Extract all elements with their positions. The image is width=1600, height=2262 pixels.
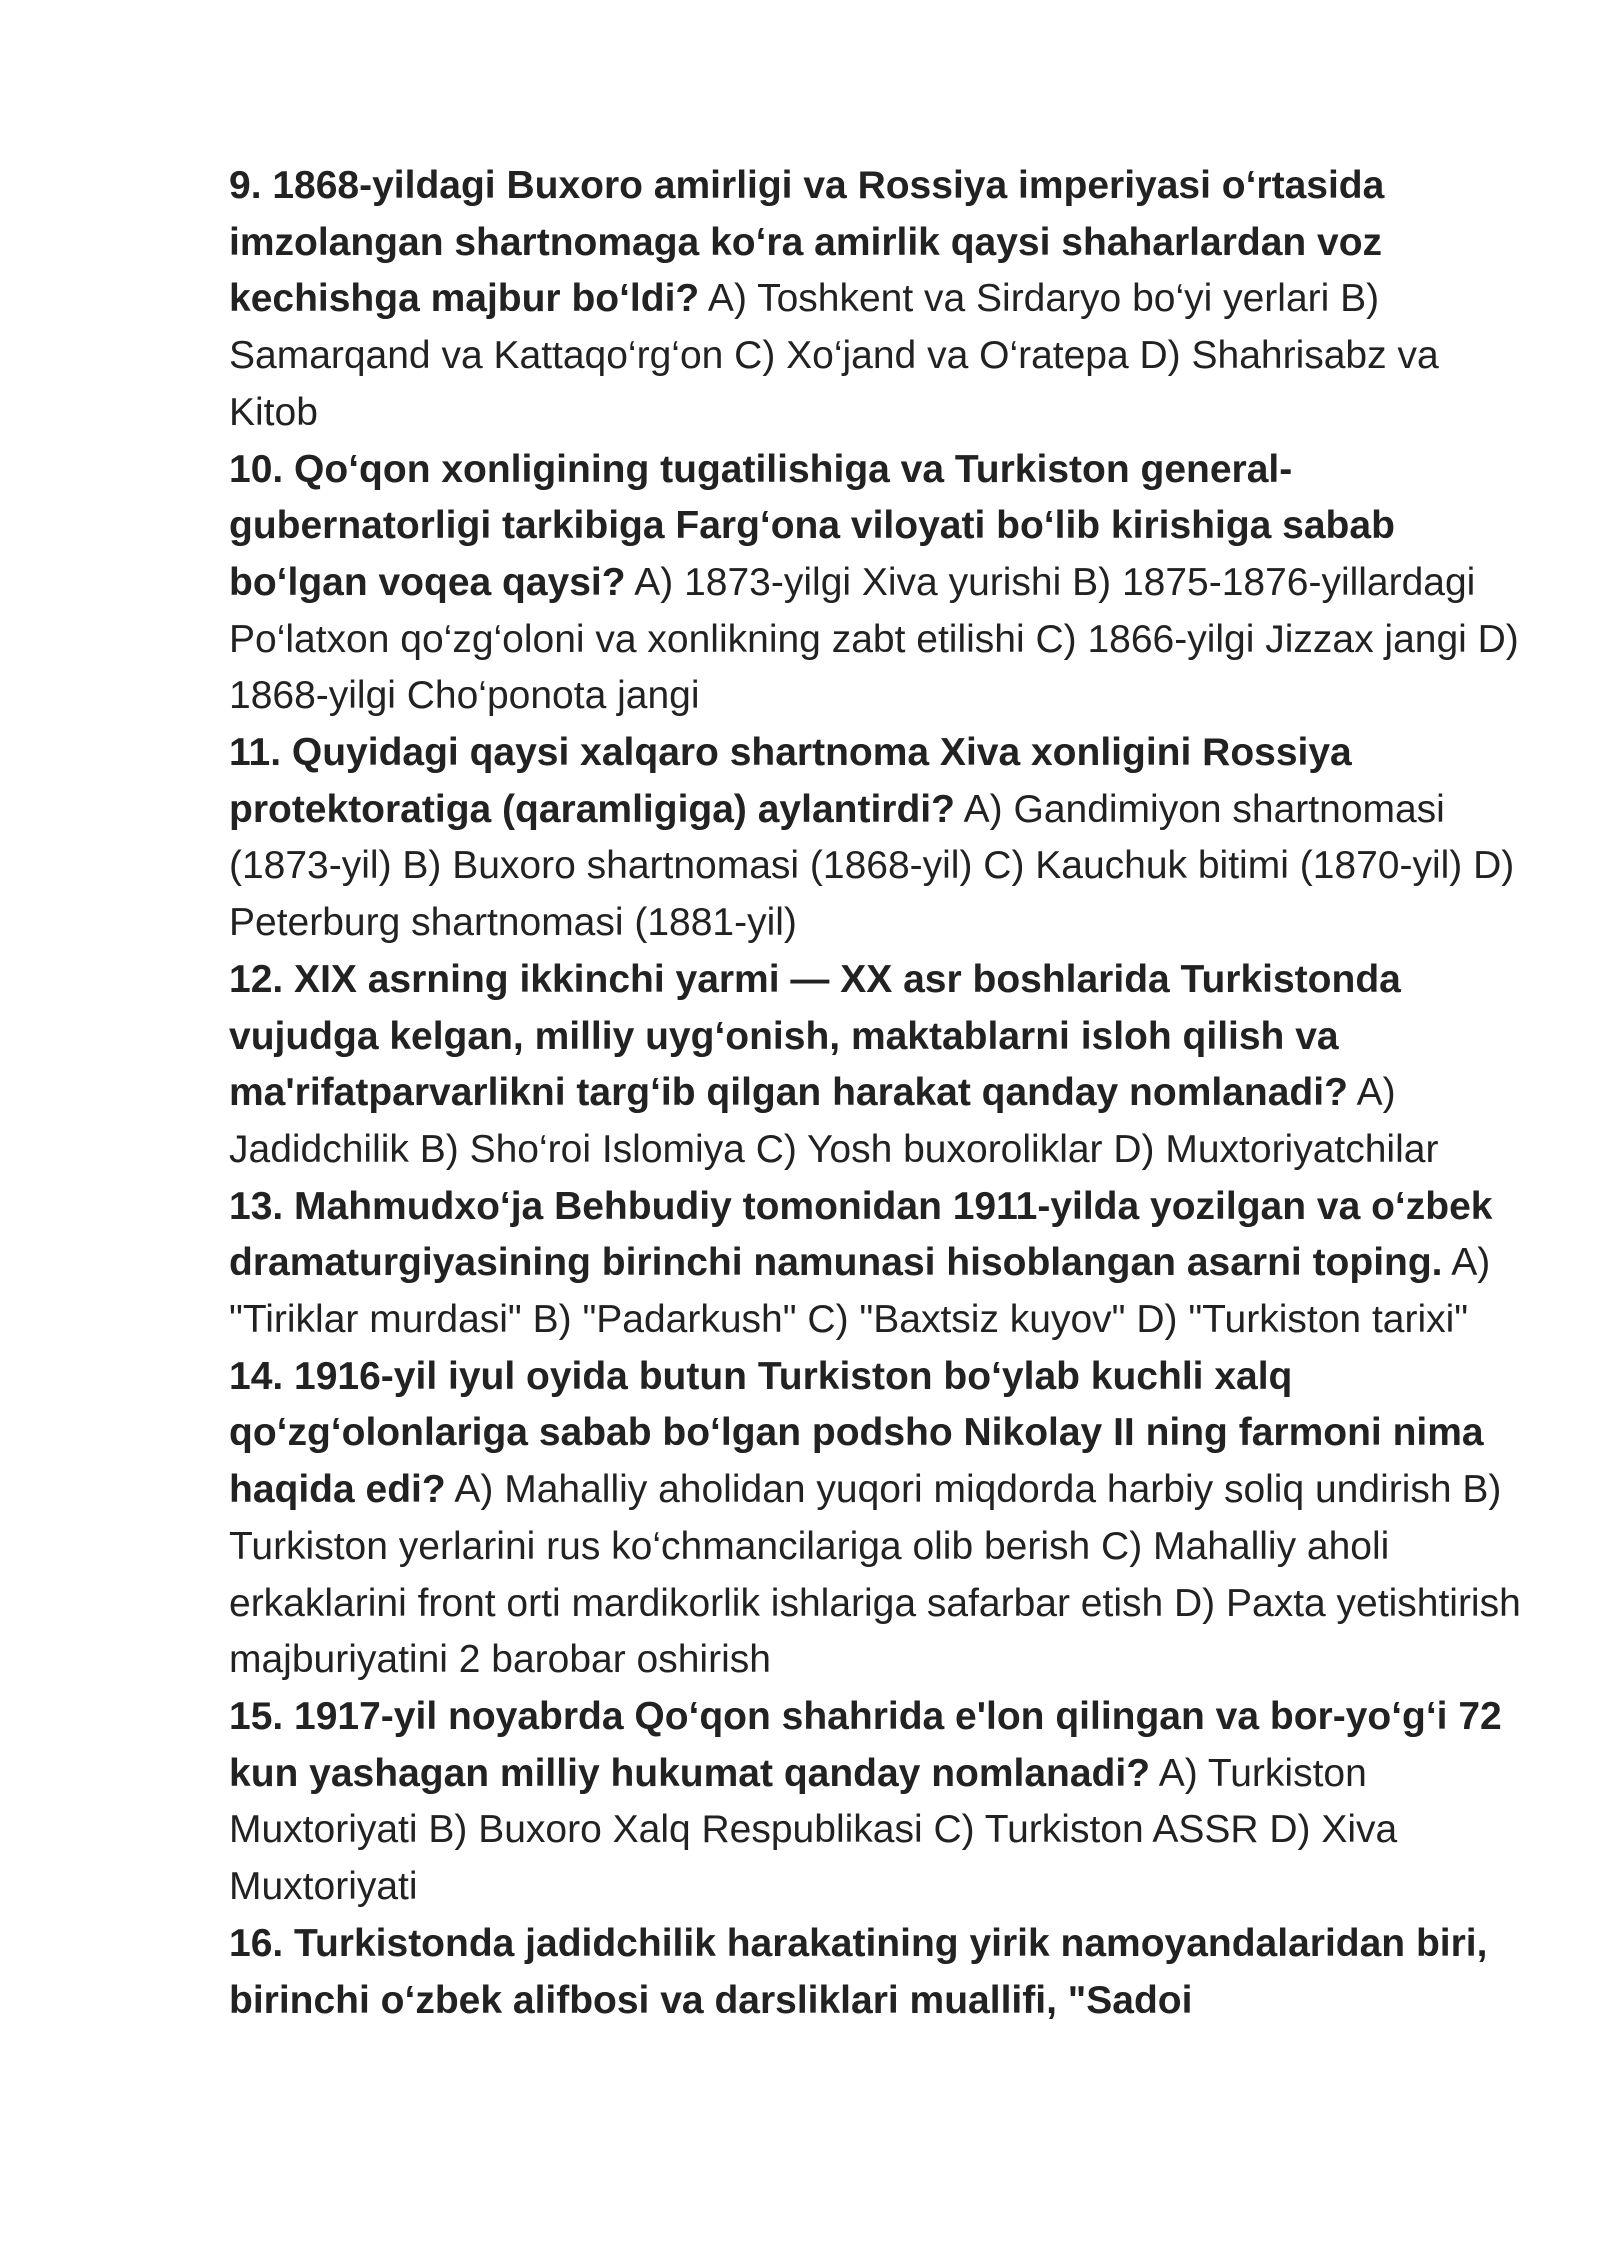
question-15: [229, 1689, 1529, 1916]
answer-options: A) Turkiston Muxtoriyati B) Buxoro Xalq Respublikasi C) Turkiston ASSR D) Xiva Muxtoriyati: [229, 1751, 1398, 1909]
question-12: [229, 952, 1529, 1179]
answer-options: A) Mahalliy aholidan yuqori miqdorda harbiy soliq undirish B) Turkiston yerlarini rus ko‘chmancilariga olib berish C) Mahalliy aholi erkaklarini front orti mardikorlik ishlariga safarbar etish D) Paxta yetishtirish majburiyatini 2 barobar oshirish: [229, 1468, 1521, 1682]
question-stem: 10. Qo‘qon xonligining tugatilishiga va Turkiston general-gubernatorligi tarkibiga Farg‘ona viloyati bo‘lib kirishiga sabab bo‘lgan voqea qaysi?: [229, 447, 1395, 604]
question-14: [229, 1349, 1529, 1689]
question-stem: 9. 1868-yildagi Buxoro amirligi va Rossiya imperiyasi o‘rtasida imzolangan shartnomaga ko‘ra amirlik qaysi shaharlardan voz kechishga majbur bo‘ldi?: [229, 164, 1385, 321]
answer-options: A) Toshkent va Sirdaryo bo‘yi yerlari B) Samarqand va Kattaqo‘rg‘on C) Xo‘jand va O‘ratepa D) Shahrisabz va Kitob: [229, 277, 1439, 434]
question-9: [229, 158, 1529, 442]
answer-options: A) Gandimiyon shartnomasi (1873-yil) B) Buxoro shartnomasi (1868-yil) C) Kauchuk bitimi (1870-yil) D) Peterburg shartnomasi (1881-yil): [229, 787, 1515, 945]
question-stem: 14. 1916-yil iyul oyida butun Turkiston bo‘ylab kuchli xalq qo‘zg‘olonlariga sabab bo‘lgan podsho Nikolay II ning farmoni nima haqida edi?: [229, 1354, 1484, 1512]
question-stem: 16. Turkistonda jadidchilik harakatining yirik namoyandalaridan biri, birinchi o‘zbek alifbosi va darsliklari muallifi, "Sadoi: [229, 1921, 1488, 2022]
answer-options: A) 1873-yilgi Xiva yurishi B) 1875-1876-yillardagi Po‘latxon qo‘zg‘oloni va xonlikning zabt etilishi C) 1866-yilgi Jizzax jangi D) 1868-yilgi Cho‘ponota jangi: [229, 560, 1519, 718]
question-stem: 15. 1917-yil noyabrda Qo‘qon shahrida e'lon qilingan va bor-yo‘g‘i 72 kun yashagan milliy hukumat qanday nomlanadi?: [229, 1694, 1502, 1795]
question-16: [229, 1916, 1529, 2029]
question-stem: 11. Quyidagi qaysi xalqaro shartnoma Xiva xonligini Rossiya protektoratiga (qaramligiga) aylantirdi?: [229, 731, 1352, 831]
question-stem: 13. Mahmudxo‘ja Behbudiy tomonidan 1911-yilda yozilgan va o‘zbek dramaturgiyasining birinchi namunasi hisoblangan asarni toping.: [229, 1184, 1493, 1285]
question-13: [229, 1179, 1529, 1349]
question-11: [229, 725, 1529, 952]
answer-options: A) Jadidchilik B) Sho‘roi Islomiya C) Yosh buxoroliklar D) Muxtoriyatchilar: [229, 1071, 1439, 1171]
question-10: [229, 442, 1529, 726]
answer-options: A) "Tiriklar murdasi" B) "Padarkush" C) "Baxtsiz kuyov" D) "Turkiston tarixi": [229, 1241, 1491, 1342]
document-page: [229, 158, 1529, 2029]
question-stem: 12. XIX asrning ikkinchi yarmi — XX asr boshlarida Turkistonda vujudga kelgan, milliy uyg‘onish, maktablarni isloh qilish va ma'rifatparvarlikni targ‘ib qilgan harakat qanday nomlanadi?: [229, 957, 1401, 1115]
